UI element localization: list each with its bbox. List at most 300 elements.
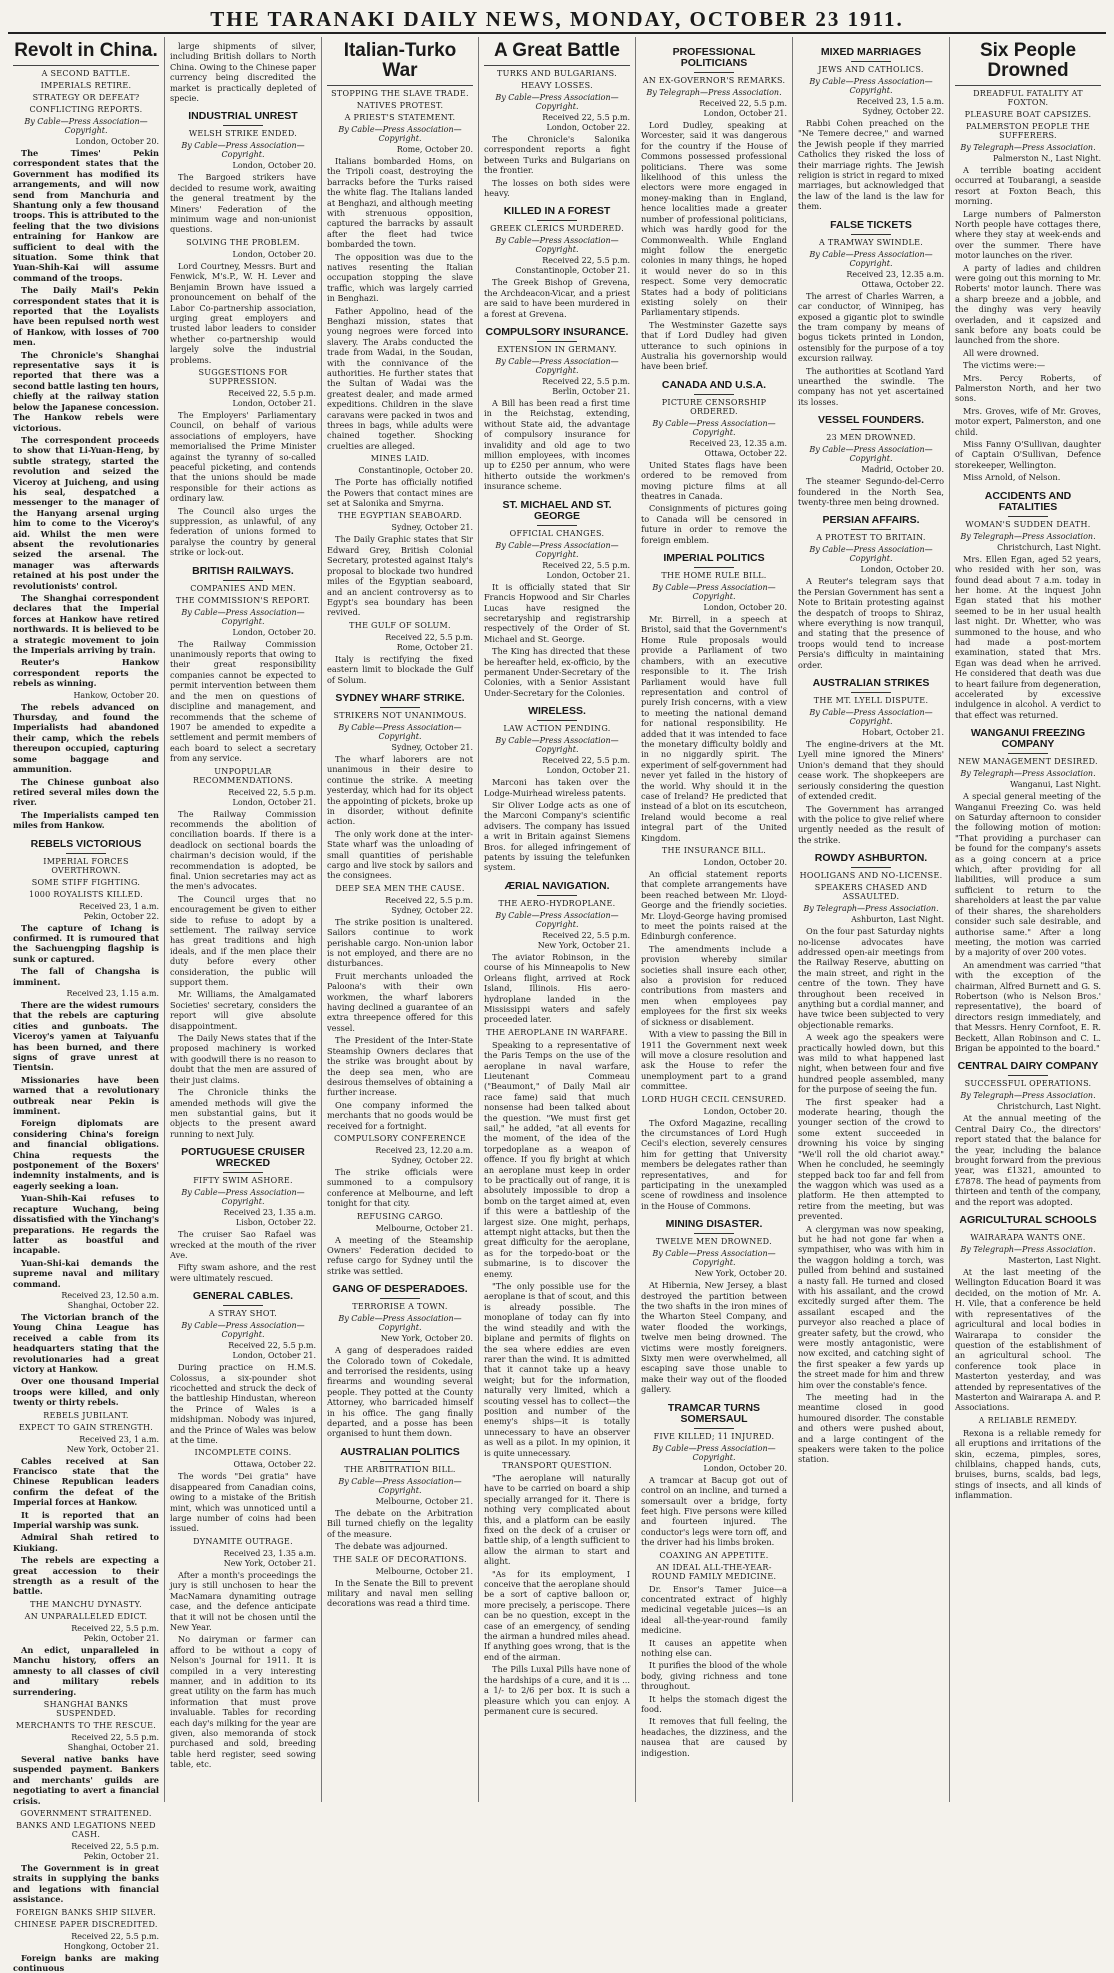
section-rule xyxy=(694,1233,734,1234)
section-rule xyxy=(1008,1229,1048,1230)
column-1 xyxy=(8,37,164,1973)
paragraph: The aviator Robinson, in the course of his Minneapolis to New Orleans flight, arrived at Rock Island, Illinois. His aero-hydroplane landed in the Mississippi waters and safely proceeded later. xyxy=(484,951,630,1025)
paragraph: It is reported that an Imperial warship was sunk. xyxy=(13,1509,159,1531)
dateline: Received 22, 5.5 p.m. xyxy=(542,377,630,387)
section-rule xyxy=(537,720,577,721)
dateline: London, October 21. xyxy=(232,398,316,408)
dateline: Received 22, 5.5 p.m. xyxy=(71,1931,159,1941)
section-rule xyxy=(223,580,263,581)
paragraph: The authorities at Scotland Yard unearthed the swindle. The company has not yet ascertained its losses. xyxy=(798,365,944,407)
section-heading: IMPERIAL POLITICS xyxy=(663,552,765,565)
column-3 xyxy=(321,37,478,1802)
dateline: Received 23, 1 a.m. xyxy=(79,901,159,911)
dateline: London, October 20. xyxy=(75,136,159,146)
section-rule xyxy=(1008,1075,1048,1076)
dateline: Christchurch, Last Night. xyxy=(997,1102,1101,1112)
subheading: A STRAY SHOT. xyxy=(208,1309,278,1319)
dateline: Received 23, 12.35 a.m. xyxy=(846,269,944,279)
subheading: FIVE KILLED; 11 INJURED. xyxy=(653,1431,775,1441)
paragraph: Fruit merchants unloaded the Paloona's with their own workmen, the wharf laborers having declined a guarantee of an extra threepence offered for this vessel. xyxy=(327,970,473,1033)
subheading: COMPULSORY CONFERENCE xyxy=(333,1133,466,1143)
section-heading: REBELS VICTORIOUS xyxy=(30,837,142,850)
subheading: THE AERO-HYDROPLANE. xyxy=(498,898,616,908)
paragraph: Dr. Ensor's Tamer Juice—a concentrated extract of highly medicinal vegetable juices—is an ideal all-the-year-round family medicine. xyxy=(641,1583,787,1636)
paragraph: Mr. Birrell, in a speech at Bristol, said that the Government's Home Rule proposals would provide a Parliament of two chambers, with an executive responsible to it. The Irish Parliament would have full representation and control of purely Irish concerns, with a view to meeting the national demand for national responsibility. He added that it was intended to face the monetary difficulty boldly and in no niggardly spirit. The experiment of self-government had never yet failed in the history of the world. Why should it in the case of Ireland? He predicted that instead of a blot on its escutcheon, Ireland would become a real integral part of the United Kingdom. xyxy=(641,614,787,843)
subheading: MERCHANTS TO THE RESCUE. xyxy=(15,1720,157,1730)
paragraph: It causes an appetite when nothing else can. xyxy=(641,1637,787,1658)
paragraph: The Oxford Magazine, recalling the circumstances of Lord Hugh Cecil's election, severely censures him for getting that University members be delegates rather than representatives, and for participating in the unexampled scene of rowdiness and insolence in the House of Commons. xyxy=(641,1117,787,1211)
dateline: Melbourne, October 21. xyxy=(375,1223,473,1233)
subheading: AN EX-GOVERNOR'S REMARKS. xyxy=(642,76,786,86)
subheading: TURKS AND BULGARIANS. xyxy=(497,68,617,78)
paragraph: Lord Courtney, Messrs. Burt and Fenwick, M's.P., W. H. Lever and Benjamin Brown have issued a pronouncement on behalf of the Labor Co-partnership association, urging great employers and trusted labor leaders to consider whether co-partnership would largely solve the industrial problems. xyxy=(170,260,316,365)
section-rule xyxy=(537,525,577,526)
paragraph: The Daily News states that if the proposed machinery is worked with goodwill there is no reason to doubt that the men are assured of their just claims. xyxy=(170,1033,316,1085)
dateline: Sydney, October 22. xyxy=(391,905,473,915)
dateline: New York, October 20. xyxy=(380,1334,473,1344)
dateline: London, October 21. xyxy=(546,766,630,776)
dateline: London, October 22. xyxy=(546,122,630,132)
section-rule xyxy=(851,529,891,530)
dateline: London, October 20. xyxy=(703,858,787,867)
paragraph: The Daily Mail's Pekin correspondent states that it is reported that the Loyalists have been repulsed north west of Hankow, with losses of 700 men. xyxy=(13,285,159,348)
paragraph: "As for its employment, I conceive that the aeroplane should be a sort of captive balloon or, more precisely, a periscope. There can be no question, except in the case of an emergency, of sending the airman a hundred miles ahead. If anything goes wrong, that is the end of the airman. xyxy=(484,1568,630,1662)
paragraph: Several native banks have suspended payment. Bankers and merchants' guilds are negotiating to avert a financial crisis. xyxy=(13,1753,159,1806)
section-rule xyxy=(851,234,891,235)
section-rule xyxy=(851,61,891,62)
dateline: Received 22, 5.5 p.m. xyxy=(385,632,473,642)
dateline: London, October 21. xyxy=(546,570,630,580)
section-heading: FALSE TICKETS xyxy=(830,218,912,231)
paragraph: The strike position is unaltered. Sailors continue to work perishable cargo. Non-union labor is not employed, and there are no disturbances. xyxy=(327,916,473,969)
paragraph: The Council urges that no encouragement be given to either side to refuse to adopt by a settlement. The railway service has great traditions and high ideals, and if the men place their duty before every other consideration, the public will support them. xyxy=(170,893,316,988)
section-rule xyxy=(66,853,106,854)
section-heading: BRITISH RAILWAYS. xyxy=(192,564,294,577)
subheading: IMPERIALS RETIRE. xyxy=(40,80,132,90)
dateline: Received 23, 1.35 a.m. xyxy=(223,1548,316,1558)
paragraph: At Hibernia, New Jersey, a blast destroyed the partition between the two shafts in the iron mines of the Wharton Steel Company, and water flooded the workings, twelve men being drowned. The victims were mostly foreigners. Sixty men were overwhelmed, all escaping save those unable to make their way out of the flooded gallery. xyxy=(641,1280,787,1395)
paragraph: A party of ladies and children were going out this morning to Mr. Roberts' motor launch. There was a sharp breeze and a jobble, and the dinghy was very heavily overladen, and it capsized and sank before any boats could be launched from the shore. xyxy=(955,262,1101,346)
paragraph: The Shanghai correspondent declares that the Imperial forces at Hankow have retired northwards. It is believed to be a strategic movement to join the Imperials arriving by train. xyxy=(13,593,159,656)
dateline: Received 22, 5.5 p.m. xyxy=(542,930,630,940)
section-heading: ÆRIAL NAVIGATION. xyxy=(504,879,610,892)
subheading: THE EGYPTIAN SEABOARD. xyxy=(337,511,463,521)
subheading: LORD HUGH CECIL CENSURED. xyxy=(641,1094,787,1104)
subheading: FIFTY SWIM ASHORE. xyxy=(193,1176,293,1186)
dateline: Hankow, October 20. xyxy=(73,690,159,700)
paragraph: The Chronicle's Salonika correspondent reports a fight between Turks and Bulgarians on the frontier. xyxy=(484,133,630,176)
dateline: Rome, October 20. xyxy=(396,144,473,154)
byline: By Cable—Press Association—Copyright. xyxy=(495,736,619,755)
subheading: THE ARBITRATION BILL. xyxy=(344,1464,456,1474)
subheading: FOREIGN BANKS SHIP SILVER. xyxy=(15,1907,157,1917)
paragraph: The Pills Luxal Pills have none of the hardships of a cure, and it is ... a 1/- to 2/6 per box. It is such a pleasure which you can enjoy. A permanent cure is secured. xyxy=(484,1664,630,1716)
section-rule xyxy=(851,867,891,868)
paragraph: The Porte has officially notified the Powers that contact mines are set at Salonika and Smyrna. xyxy=(327,477,473,509)
dateline: Received 22, 5.5 p.m. xyxy=(228,787,316,797)
columns xyxy=(8,37,1106,1973)
byline: By Cable—Press Association—Copyright. xyxy=(809,708,933,727)
byline: By Telegraph—Press Association. xyxy=(960,142,1096,152)
paragraph: One company informed the merchants that no goods would be received for a fortnight. xyxy=(327,1099,473,1131)
paragraph: The engine-drivers at the Mt. Lyell mine ignored the Miners' Union's demand that they should cease work. The shopkeepers are seriously considering the question of extended credit. xyxy=(798,739,944,802)
byline: By Cable—Press Association—Copyright. xyxy=(181,1188,305,1207)
paragraph: After a month's proceedings the jury is still unchosen to hear the MacNamara dynamiting outrage case, and the defence anticipate that it will not be chosen until the New Year. xyxy=(170,1569,316,1632)
subheading: GOVERNMENT STRAITENED. xyxy=(20,1808,152,1818)
dateline: Received 23, 1 a.m. xyxy=(79,1434,159,1444)
section-heading: SYDNEY WHARF STRIKE. xyxy=(335,691,465,704)
paragraph: The Council also urges the suppression, as unlawful, of any federation of unions formed to paralyse the country by general strike or lock-out. xyxy=(170,505,316,558)
paragraph: It helps the stomach digest the food. xyxy=(641,1693,787,1715)
subheading: TRANSPORT QUESTION. xyxy=(502,1460,612,1470)
paragraph: The King has directed that these be hereafter held, ex-officio, by the permanent Under-Secretary of the Colonies, with a Senior Assistant Under-Secretary for the Colonies. xyxy=(484,646,630,698)
paragraph: Fifty swam ashore, and the rest were ultimately rescued. xyxy=(170,1262,316,1283)
paragraph: At the last meeting of the Wellington Education Board it was decided, on the motion of Mr. A. H. Vile, that a conference be held with representatives of the agricultural and local bodies in Wairarapa to consider the question of the establishment of an agricultural school. The conference took place in Masterton yesterday, and was attended by representatives of the Masterton and Wairarapa A. and P. Associations. xyxy=(955,1267,1101,1413)
paragraph: The debate on the Arbitration Bill turned chiefly on the legality of the measure. xyxy=(327,1507,473,1539)
paragraph: The cruiser Sao Rafael was wrecked at the mouth of the river Ave. xyxy=(170,1229,316,1260)
paragraph: Miss Fanny O'Sullivan, daughter of Captain O'Sullivan, Defence storekeeper, Wellington. xyxy=(955,439,1101,470)
paragraph: The President of the Inter-State Steamship Owners declares that the strike was brought about by the deep sea men, who are desirous themselves of obtaining a further increase. xyxy=(327,1035,473,1098)
paragraph: Consignments of pictures going to Canada will be censored in future in order to remove the foreign emblem. xyxy=(641,503,787,545)
column-4 xyxy=(478,37,635,1802)
byline: By Cable—Press Association—Copyright. xyxy=(338,124,462,143)
dateline: Received 22, 5.5 p.m. xyxy=(71,1841,159,1851)
paragraph: The Government has arranged with the police to give relief where urgently needed as the result of the strike. xyxy=(798,803,944,845)
paragraph: In the Senate the Bill to prevent military and naval men selling decorations was read a third time. xyxy=(327,1577,473,1609)
paragraph: large shipments of silver, including British dollars to North China. Owing to the Chinese paper currency being discredited the market is practically depleted of specie. xyxy=(170,41,316,104)
section-rule xyxy=(694,1428,734,1429)
paragraph: Marconi has taken over the Lodge-Muirhead wireless patents. xyxy=(484,777,630,798)
paragraph: Lord Dudley, speaking at Worcester, said it was dangerous for the country if the House of Commons possessed professional politicians. There was some likelihood of this unless the electors were more engaged in money-making than in England, hence localities made a greater number of professional politicians, which was hardly good for the Commonwealth. While England might follow the energetic colonies in many things, he hoped it would never do so in this respect. Some very democratic States had a body of politicians existing solely on their Parliamentary stipends. xyxy=(641,120,787,318)
paragraph: The Railway Commission unanimously reports that owing to their great responsibility companies cannot be expected to permit intervention between them and the men on questions of discipline and management, and recommends that the scheme of 1907 be amended to expedite a settlement and permit members of each board to select a secretary from any service. xyxy=(170,638,316,764)
section-heading: MIXED MARRIAGES xyxy=(820,46,922,58)
byline: By Cable—Press Association—Copyright. xyxy=(181,607,305,626)
paragraph: Over one thousand Imperial troops were killed, and only twenty or thirty rebels. xyxy=(13,1376,159,1408)
section-heading: MINING DISASTER. xyxy=(665,1218,763,1231)
subheading: SOLVING THE PROBLEM. xyxy=(186,237,300,247)
section-heading: ACCIDENTS AND FATALITIES xyxy=(984,489,1072,513)
section-heading: VESSEL FOUNDERS. xyxy=(818,414,924,427)
paragraph: An official statement reports that complete arrangements have been reached between Mr. Lloyd-George and the friendly societies. Mr. Lloyd-George having promised to meet the points raised at the Edinburgh conference. xyxy=(641,869,787,942)
subheading: EXTENSION IN GERMANY. xyxy=(497,345,617,355)
dateline: London, October 21. xyxy=(232,1351,316,1361)
section-rule xyxy=(380,707,420,708)
subheading: A TRAMWAY SWINDLE. xyxy=(818,237,924,247)
byline: By Cable—Press Association—Copyright. xyxy=(181,1321,305,1340)
paragraph: The fall of Changsha is imminent. xyxy=(13,966,159,987)
section-heading: WIRELESS. xyxy=(528,705,586,718)
subheading: REBELS JUBILANT. xyxy=(43,1410,129,1420)
dateline: Sydney, October 21. xyxy=(391,742,473,752)
dateline: Constantinople, October 20. xyxy=(358,466,473,476)
section-rule xyxy=(223,1305,263,1306)
paragraph: The only work done at the inter-State wharf was the unloading of small quantities of perishable cargo and live stock by sailors and the consignees. xyxy=(327,828,473,881)
paragraph: The capture of Ichang is confirmed. It is rumoured that the Sachuengping flagship is sunk or captured. xyxy=(13,922,159,964)
subheading: THE GULF OF SOLUM. xyxy=(349,620,451,630)
paragraph: The strike officials were summoned to a compulsory conference at Melbourne, and left tonight for that city. xyxy=(327,1166,473,1209)
paragraph: The Chronicle thinks the amended methods will give the men substantial gains, but it objects to the present award running to next July. xyxy=(170,1087,316,1139)
byline: By Cable—Press Association—Copyright. xyxy=(181,141,305,160)
section-rule xyxy=(1008,516,1048,517)
paragraph: A special general meeting of the Wanganui Freezing Co. was held on Saturday afternoon to consider the following motion of motion: "That providing a purchaser can be found for the company's assets as a going concern at a price which, after providing for all liabilities, will produce a sum sufficient to return to the shareholders at least the par value of their shares, the shareholders consider such sale desirable, and authorise same." After a long meeting, the motion was carried by a majority of over 200 votes. xyxy=(955,791,1101,958)
section-heading: PERSIAN AFFAIRS. xyxy=(822,514,920,527)
paragraph: With a view to passing the Bill in 1911 the Government next week will move a closure resolution and ask the House to refer the unemployment part to a grand committee. xyxy=(641,1029,787,1092)
subheading: NEW MANAGEMENT DESIRED. xyxy=(958,757,1098,767)
paragraph: Rexona is a reliable remedy for all eruptions and irritations of the skin, eczema, pimples, sores, chilblains, chapped hands, cuts, bruises, burns, scalds, bad legs, stings of insects, and all kinds of inflammation. xyxy=(955,1427,1101,1501)
dateline: Pekin, October 21. xyxy=(83,1851,159,1861)
paragraph: There are the widest rumours that the rebels are capturing cities and gunboats. The Viceroy's yamen at Taiyuanfu has been burned, and there signs of grave unrest at Tientsin. xyxy=(13,999,159,1073)
subheading: TERRORISE A TOWN. xyxy=(352,1302,448,1312)
byline: By Cable—Press Association—Copyright. xyxy=(495,357,619,376)
section-rule xyxy=(694,72,734,73)
subheading: STRATEGY OR DEFEAT? xyxy=(32,92,140,102)
subheading: NATIVES PROTEST. xyxy=(356,100,444,110)
paragraph: The Employers' Parliamentary Council, on behalf of various associations of employers, have memorialised the Prime Minister against the tyranny of so-called peaceful picketing, and contends that the unions should be made responsible for their actions as ordinary law. xyxy=(170,409,316,504)
subheading: THE MANCHU DYNASTY. xyxy=(30,1599,142,1609)
byline: By Telegraph—Press Association. xyxy=(960,531,1096,541)
subheading: THE COMMISSION'S REPORT. xyxy=(175,595,311,605)
subheading: HEAVY LOSSES. xyxy=(521,80,593,90)
subheading: BANKS AND LEGATIONS NEED CASH. xyxy=(16,1820,156,1839)
paragraph: The Daily Graphic states that Sir Edward Grey, British Colonial Secretary, protested against Italy's proposal to blockade two hundred miles of the Egyptian seaboard, and an ancient controversy as to Egypt's sea boundary has been revived. xyxy=(327,534,473,618)
paragraph: The rebels are expecting a great accession to their strength as a result of the battle. xyxy=(13,1555,159,1597)
dateline: London, October 21. xyxy=(703,109,787,119)
byline: By Cable—Press Association—Copyright. xyxy=(652,1249,776,1268)
byline: By Cable—Press Association—Copyright. xyxy=(652,583,776,602)
dateline: Received 22, 5.5 p.m. xyxy=(228,388,316,398)
paragraph: Mrs. Groves, wife of Mr. Groves, motor expert, Palmerston, and one child. xyxy=(955,405,1101,437)
subheading: TWELVE MEN DROWNED. xyxy=(656,1237,772,1247)
section-heading: COMPULSORY INSURANCE. xyxy=(485,326,629,339)
paragraph: An amendment was carried "that with the exception of the chairman, Alfred Burnett and G. S. Robertson (who is Nelson Bros.' representative), the board of directors resign immediately, and that Messrs. Henry Cornfoot, E. R. Beckett, Allan Robinson and C. L. Brigan be appointed to the board." xyxy=(955,959,1101,1053)
subheading: MINES LAID. xyxy=(370,454,430,464)
subheading: EXPECT TO GAIN STRENGTH. xyxy=(18,1422,154,1432)
subheading: CONFLICTING REPORTS. xyxy=(29,104,143,114)
paragraph: Cables received at San Francisco state that the Chinese Republican leaders confirm the defeat of the Imperial forces at Hankow. xyxy=(13,1455,159,1508)
dateline: London, October 20. xyxy=(860,565,944,575)
paragraph: The Imperialists camped ten miles from Hankow. xyxy=(13,809,159,831)
column-5 xyxy=(635,37,792,1802)
subheading: WOMAN'S SUDDEN DEATH. xyxy=(965,519,1091,529)
paragraph: The Railway Commission recommends the abolition of conciliation boards. If there is a deadlock on sectional boards the chairman's decision would, if the recommendation is adopted, be final. Union secretaries may act as the men's advocates. xyxy=(170,808,316,892)
subheading: PICTURE CENSORSHIP ORDERED. xyxy=(661,397,767,416)
byline: By Cable—Press Association—Copyright. xyxy=(809,77,933,96)
subheading: SHANGHAI BANKS SUSPENDED. xyxy=(43,1699,129,1718)
subheading: WELSH STRIKE ENDED. xyxy=(188,129,298,139)
headline: Six People Drowned xyxy=(955,41,1101,86)
subheading: A PROTEST TO BRITAIN. xyxy=(816,533,926,543)
paragraph: On the four past Saturday nights no-license advocates have addressed open-air meetings from the Railway Reserve, abutting on the main street, and right in the centre of the town. They have throughout been received in anything but a cordial manner, and have twice been subjected to very objectionable remarks. xyxy=(798,926,945,1030)
dateline: Received 23, 12.20 a.m. xyxy=(375,1145,473,1155)
subheading: INCOMPLETE COINS. xyxy=(194,1448,292,1458)
dateline: London, October 20. xyxy=(232,627,316,637)
paragraph: Miss Arnold, of Nelson. xyxy=(963,472,1061,483)
byline: By Cable—Press Association—Copyright. xyxy=(495,540,619,559)
byline: By Cable—Press Association—Copyright. xyxy=(495,236,619,255)
section-rule xyxy=(223,125,263,126)
paragraph: Mrs. Percy Roberts, of Palmerston North, and her two sons. xyxy=(955,372,1101,404)
subheading: SUGGESTIONS FOR SUPPRESSION. xyxy=(198,367,288,386)
dateline: Sydney, October 22. xyxy=(391,1155,473,1165)
dateline: London, October 20. xyxy=(703,1463,787,1473)
paragraph: The steamer Segundo-del-Cerro foundered in the North Sea, twenty-three men being drowned. xyxy=(798,476,944,507)
subheading: JEWS AND CATHOLICS. xyxy=(818,65,924,75)
subheading: CHINESE PAPER DISCREDITED. xyxy=(14,1919,158,1929)
dateline: London, October 20. xyxy=(703,1106,787,1116)
byline: By Telegraph—Press Association. xyxy=(803,904,939,914)
dateline: Hobart, October 21. xyxy=(862,728,944,738)
section-heading: PROFESSIONAL POLITICIANS xyxy=(672,46,756,70)
dateline: Received 22, 5.5 p.m. xyxy=(542,256,630,266)
dateline: London, October 21. xyxy=(232,797,316,807)
paragraph: The Victorian branch of the Young China League has received a cable from its headquarters stating that the revolutionaries had a great victory at Hankow. xyxy=(13,1311,159,1374)
paragraph: Yuan-Shi-kai demands the supreme naval and military command. xyxy=(13,1257,159,1289)
paragraph: A clergyman was now speaking, but he had not gone far when a sympathiser, who was with him in the waggon holding a torch, was pulled from behind and sustained a nasty fall. He turned and closed with his assailant, and the crowd excitedly surged after them. The assailant escaped and the purveyor also reached a place of greater safety, but the crowd, who were mostly antagonistic, were now excited, and catching sight of the first speaker a few yards up the street made for him and threw him over the constable's fence. xyxy=(798,1223,944,1390)
byline: By Cable—Press Association—Copyright. xyxy=(338,722,462,741)
paragraph: The rebels advanced on Thursday, and found the Imperialists had abandoned their camp, which the rebels thereupon occupied, capturing some baggage and ammunition. xyxy=(13,701,159,775)
subheading: IMPERIAL FORCES OVERTHROWN. xyxy=(43,856,129,875)
dateline: Madrid, October 20. xyxy=(861,465,944,475)
paragraph: United States flags have been ordered to be removed from moving picture films at all theatres in Canada. xyxy=(641,459,787,502)
paragraph: The wharf laborers are not unanimous in their desire to continue the strike. A meeting yesterday, which had for its object the appointing of pickets, broke up in disorder, without definite action. xyxy=(327,753,473,827)
byline: By Cable—Press Association—Copyright. xyxy=(809,545,933,564)
paragraph: It is officially stated that Sir Francis Hopwood and Sir Charles Lucas have resigned the secretaryship and registrarship respectively of the Order of St. Michael and St. George. xyxy=(484,581,630,644)
paragraph: A terrible boating accident occurred at Toubarangi, a seaside resort at Foxton Beach, this morning. xyxy=(955,164,1101,207)
paragraph: At the annual meeting of the Central Dairy Co., the directors' report stated that the balance for the year, including the balance brought forward from the previous year, was £1321, amounted to £7878. The head of payments from thirteen and tenth of the company, and the report was adopted. xyxy=(955,1113,1101,1207)
subheading: UNPOPULAR RECOMMENDATIONS. xyxy=(192,766,294,785)
paragraph: It removes that full feeling, the headaches, the dizziness, and the nausea that are caused by indigestion. xyxy=(641,1716,787,1758)
subheading: REFUSING CARGO. xyxy=(356,1211,444,1221)
subheading: DYNAMITE OUTRAGE. xyxy=(193,1536,293,1546)
dateline: Wanganui, Last Night. xyxy=(1010,780,1101,790)
subheading: PALMERSTON PEOPLE THE SUFFERERS. xyxy=(965,121,1091,140)
subheading: THE AEROPLANE IN WARFARE. xyxy=(486,1027,628,1037)
paragraph: The Chronicle's Shanghai representative says it is reported that there was a second battle lasting ten hours, chiefly at the railway station below the Japanese concession. The Hankow rebels were victorious. xyxy=(13,349,159,433)
byline: By Telegraph—Press Association. xyxy=(960,1091,1096,1101)
subheading: GREEK CLERICS MURDERED. xyxy=(490,224,624,234)
section-heading: INDUSTRIAL UNREST xyxy=(188,110,298,123)
dateline: Pekin, October 21. xyxy=(83,1633,159,1643)
section-heading: PORTUGUESE CRUISER WRECKED xyxy=(181,1146,305,1170)
paragraph: The words "Dei gratia" have disappeared from Canadian coins, owing to a mistake of the British mint, which was unnoticed until a large number of coins had been issued. xyxy=(170,1471,316,1534)
paragraph: The Bargoed strikers have decided to resume work, awaiting the general treatment by the Miners' Federation of the minimum wage and non-unionist questions. xyxy=(170,172,316,235)
section-heading: GANG OF DESPERADOES. xyxy=(332,1283,468,1296)
subheading: SOME STIFF FIGHTING. xyxy=(31,877,141,887)
paragraph: Large numbers of Palmerston North people have cottages there, where they stay at week-ends and over the summer. There have motor launches on the river. xyxy=(955,208,1101,261)
paragraph: No dairyman or farmer can afford to be without a copy of Nelson's Journal for 1911. It is compiled in a very interesting manner, and in addition to its great utility on the farm has much information that must prove invaluable. Tables for recording each day's milking for the year are given, also memoranda of stock purchased and sold, breeding table herd register, seed sowing table, etc. xyxy=(170,1634,316,1770)
section-heading: GENERAL CABLES. xyxy=(192,1290,294,1303)
byline: By Cable—Press Association—Copyright. xyxy=(338,1476,462,1495)
paragraph: An edict, unparalleled in Manchu history, offers an amnesty to all classes of civil and military rebels surrendering. xyxy=(13,1644,159,1697)
paragraph: The first speaker had a moderate hearing, though the younger section of the crowd to some extent succeeded in drowning his voice by singing "We'll roll the old chariot away." When he concluded, he seemingly stepped back too far and fell from the waggon which was used as a platform. He then attempted to retire from the meeting, but was prevented. xyxy=(798,1096,944,1222)
byline: By Cable—Press Association—Copyright. xyxy=(495,910,619,929)
byline: By Cable—Press Association—Copyright. xyxy=(809,445,933,464)
paragraph: Rabbi Cohen preached on the "Ne Temere decree," and warned the Jewish people if they married Catholics they risked the loss of their marriage rights. The Jewish religion is strict in regard to mixed marriages, but acknowledged that the law of the land is the law for them. xyxy=(798,118,944,212)
dateline: Ottawa, October 22. xyxy=(704,448,787,458)
dateline: Rome, October 21. xyxy=(396,642,473,652)
paragraph: A meeting of the Steamship Owners' Federation decided to refuse cargo for Sydney until the strike was settled. xyxy=(327,1234,473,1276)
dateline: Received 23, 1.15 a.m. xyxy=(66,988,159,998)
dateline: Received 22, 5.5 p.m. xyxy=(71,1732,159,1742)
paragraph: Sir Oliver Lodge acts as one of the Marconi Company's scientific advisers. The company has issued a writ in Britain against Siemens Bros. for alleged infringement of patents by issuing the telefunken system. xyxy=(484,800,630,873)
dateline: New York, October 21. xyxy=(537,940,630,950)
byline: By Cable—Press Association—Copyright. xyxy=(809,249,933,268)
section-heading: TRAMCAR TURNS SOMERSAUL xyxy=(667,1401,761,1425)
byline: By Cable—Press Association—Copyright. xyxy=(495,92,619,111)
paragraph: A week ago the speakers were practically howled down, but this was mild to what happened last night, when between four and five hundred people assembled, many for the purpose of seeing the fun. xyxy=(798,1032,944,1095)
paragraph: The amendments include a provision whereby similar societies shall insure each other, also a provision for reduced contributions from masters and men when employees pay employees for the first six weeks of sickness or disablement. xyxy=(641,943,787,1027)
dateline: Berlin, October 21. xyxy=(552,387,630,397)
dateline: Received 22, 5.5 p.m. xyxy=(71,1623,159,1633)
section-rule xyxy=(537,895,577,896)
paragraph: Mr. Williams, the Amalgamated Societies' secretary, considers the report will give absolute disappointment. xyxy=(170,989,316,1031)
section-rule xyxy=(537,220,577,221)
subheading: THE INSURANCE BILL. xyxy=(661,846,767,855)
section-heading: CENTRAL DAIRY COMPANY xyxy=(957,1060,1099,1073)
dateline: New York, October 21. xyxy=(66,1444,159,1454)
section-heading: AUSTRALIAN POLITICS xyxy=(340,1445,460,1458)
paragraph: The losses on both sides were heavy. xyxy=(484,177,630,198)
byline: By Telegraph—Press Association. xyxy=(960,769,1096,779)
dateline: Ashburton, Last Night. xyxy=(851,915,944,925)
subheading: 1000 ROYALISTS KILLED. xyxy=(28,889,144,899)
column-2 xyxy=(164,37,321,1802)
paragraph: A tramcar at Bacup got out of control on an incline, and turned a somersault over a bridge, forty feet high. Five persons were killed and fourteen injured. The conductor's legs were torn off, and the driver had his limbs broken. xyxy=(641,1474,787,1548)
dateline: Sydney, October 21. xyxy=(391,523,473,533)
section-heading: ROWDY ASHBURTON. xyxy=(814,852,928,865)
byline: By Cable—Press Association—Copyright. xyxy=(338,1314,462,1333)
byline: By Telegraph—Press Association. xyxy=(646,88,782,98)
paragraph: "The aeroplane will naturally have to be carried on board a ship specially arranged for it. There is nothing very complicated about this, and a platform can be easily fixed on the deck of a cruiser or battle ship, of a length sufficient to allow the airman to start and alight. xyxy=(484,1472,630,1567)
paragraph: The correspondent proceeds to show that Li-Yuan-Heng, by subtle strategy, started the revolution and seized the Viceroy at Juicheng, and using his seal, despatched a messenger to the manager of the Hanyang arsenal urging him to come to the Viceroy's aid. Whilst the men were absent the revolutionaries seized the arsenal. The manager was afterwards retained at his post under the revolutionists' control. xyxy=(13,434,159,591)
dateline: Sydney, October 22. xyxy=(862,107,944,117)
subheading: A SECOND BATTLE. xyxy=(41,68,131,78)
headline: A Great Battle xyxy=(484,41,630,66)
section-rule xyxy=(380,1298,420,1299)
dateline: Received 23, 1.5 a.m. xyxy=(856,97,944,107)
dateline: Received 22, 5.5 p.m. xyxy=(542,756,630,766)
subheading: STOPPING THE SLAVE TRADE. xyxy=(331,88,469,98)
section-rule xyxy=(694,394,734,395)
subheading: 23 MEN DROWNED. xyxy=(826,433,916,443)
paragraph: The arrest of Charles Warren, a car conductor, of Winnipeg, has exposed a gigantic plot to swindle the tram company by means of bogus tickets printed in London, ostensibly for the purpose of a toy excursion railway. xyxy=(798,290,944,364)
paragraph: The Times' Pekin correspondent states that the Government has modified its arrangements, and will now send from Manchuria and Shantung only a few thousand troops. This is attributed to the feeling that the two divisions entraining for Hankow are sufficient to deal with the situation. Some think that Yuan-Shih-Kai will assume command of the troops. xyxy=(13,147,159,283)
dateline: Ottawa, October 22. xyxy=(233,1460,316,1470)
section-heading: AGRICULTURAL SCHOOLS xyxy=(959,1214,1097,1227)
paragraph: Yuan-Shih-Kai refuses to recapture Wuchang, being dissatisfied with the Yinchang's preparations. He regards the latter as boastful and incapable. xyxy=(13,1193,159,1256)
subheading: OFFICIAL CHANGES. xyxy=(509,528,605,538)
masthead: THE TARANAKI DAILY NEWS, MONDAY, OCTOBER 23 1911. xyxy=(8,6,1106,34)
dateline: Ottawa, October 22. xyxy=(861,279,944,289)
paragraph: Missionaries have been warned that a revolutionary outbreak near Pekin is imminent. xyxy=(13,1074,159,1117)
subheading: LAW ACTION PENDING. xyxy=(503,724,611,734)
section-heading: AUSTRALIAN STRIKES xyxy=(812,677,930,690)
dateline: Palmerston N., Last Night. xyxy=(993,153,1101,163)
dateline: Received 22, 5.5 p.m. xyxy=(228,1341,316,1351)
subheading: COAXING AN APPETITE. xyxy=(659,1550,769,1560)
dateline: Received 22, 5.5 p.m. xyxy=(699,99,787,109)
subheading: A PRIEST'S STATEMENT. xyxy=(344,112,456,122)
dateline: Shanghai, October 21. xyxy=(67,1742,159,1752)
paragraph: A Reuter's telegram says that the Persian Government has sent a Note to Britain protesting against the despatch of troops to Shiraz, where everything is now tranquil, and stating that the presence of troops would tend to increase Persia's difficulty in maintaining order. xyxy=(798,576,944,670)
section-heading: ST. MICHAEL AND ST. GEORGE xyxy=(502,498,612,522)
section-rule xyxy=(1008,753,1048,754)
section-heading: KILLED IN A FOREST xyxy=(503,205,611,218)
dateline: New York, October 20. xyxy=(694,1269,787,1279)
subheading: AN UNPARALLELED EDICT. xyxy=(24,1611,148,1621)
subheading: DREADFUL FATALITY AT FOXTON. xyxy=(973,88,1083,107)
paragraph: All were drowned. xyxy=(963,347,1040,358)
